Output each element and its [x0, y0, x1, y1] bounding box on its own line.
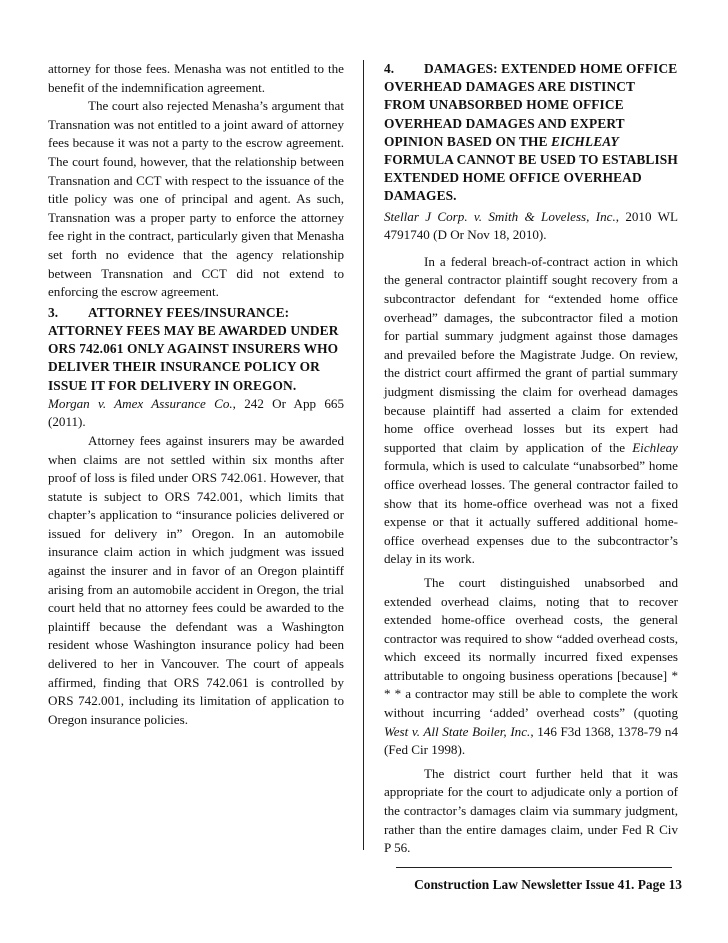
eichleay-italic: Eichleay	[632, 439, 678, 455]
left-column	[48, 60, 344, 729]
case-name-morgan: Morgan v. Amex Assurance Co.	[48, 395, 233, 411]
case-citation-morgan	[48, 395, 344, 432]
paragraph-court-distinguished-a: The court distinguished unabsorbed and extended overhead claims, noting that to recover extended home-office overhead costs, the general contractor was required to show “added overhead costs, which exceed its normally incurred fixed expenses attributable to ongoing business operations [because] * * * a contractor may still be able to complete the work without incurring ‘added’ overhead costs” (quoting	[384, 574, 678, 721]
section-3-heading	[48, 304, 344, 395]
case-citation-stellar	[384, 208, 678, 245]
footer-text: Construction Law Newsletter Issue 41. Page 13	[414, 877, 682, 892]
section-3-title: ATTORNEY FEES/INSURANCE: ATTORNEY FEES MAY BE AWARDED UNDER ORS 742.061 ONLY AGAINST INSURERS WHO DELIVER THEIR INSURANCE POLICY OR ISSUE IT FOR DELIVERY IN OREGON.	[48, 304, 339, 393]
continued-paragraph: attorney for those fees. Menasha was not entitled to the benefit of the indemnification agreement.	[48, 61, 344, 95]
paragraph-court-distinguished	[384, 574, 678, 760]
right-column	[384, 60, 678, 858]
section-4-number: 4.	[384, 61, 395, 76]
section-4-title-a: DAMAGES: EXTENDED HOME OFFICE OVERHEAD DAMAGES ARE DISTINCT FROM UNABSORBED HOME OFFICE OVERHEAD DAMAGES AND EXPERT OPINION BASED ON THE	[384, 61, 678, 149]
paragraph-court-rejected: The court also rejected Menasha’s argument that Transnation was not entitled to a joint award of attorney fees because it was not a party to the escrow agreement. The court found, however, that the relationship between Transnation and CCT with respect to the issuance of the title policy was one of principal and agent. As such, Transnation was a proper party to enforce the attorney fee right in the contract, particularly given that Menasha set forth no evidence that the agency relationship between Transnation and CCT did not extend to enforcing the escrow agreement.	[48, 98, 344, 300]
section-3-number: 3.	[48, 304, 59, 320]
column-divider	[363, 60, 364, 850]
paragraph-federal-action-a: In a federal breach-of-contract action in which the general contractor plaintiff sought recovery from a subcontractor defendant for “extended home office overhead” damages, the subcontractor filed a motion for partial summary judgment against those damages and prevailed before the Magistrate Judge. On review, the district court affirmed the grant of partial summary judgment dismissing the claim for overhead damages because plaintiff had asserted a claim for extended home office overhead losses but its expert had supported that claim by application of the	[384, 253, 678, 455]
section-4-title-italic: EICHLEAY	[551, 133, 619, 149]
paragraph-district-court: The district court further held that it was appropriate for the court to adjudicate only a portion of the contractor’s damages claim via summary judgment, rather than the entire damages claim, under Fed R Civ P 56.	[384, 765, 678, 856]
case-reporter-morgan: , 242 Or App 665 (2011).	[48, 395, 345, 430]
case-name-stellar: Stellar J Corp. v. Smith & Loveless, Inc.	[384, 208, 616, 224]
paragraph-attorney-fees: Attorney fees against insurers may be awarded when claims are not settled within six months after proof of loss is filed under ORS 742.061. However, that statute is subject to ORS 742.001, which limits that chapter’s application to “insurance policies delivered or issued for delivery in” Oregon. In an automobile insurance claim action in which judgment was issued against the insurer and in favor of an Oregon plaintiff arising from an automobile accident in Oregon, the trial court held that no attorney fees could be awarded to the plaintiff because the defendant was a Washington resident whose Washington insurance policy had been delivered to her in Vancouver. The court of appeals affirmed, finding that ORS 742.061 is controlled by ORS 742.001, including its limitation of application to Oregon insurance policies.	[48, 432, 344, 727]
footer-rule	[396, 867, 672, 868]
case-reporter-stellar: , 2010 WL 4791740 (D Or Nov 18, 2010).	[384, 208, 678, 243]
page-footer	[392, 867, 682, 893]
paragraph-court-distinguished-b: , 146 F3d 1368, 1378-79 n4 (Fed Cir 1998).	[384, 723, 678, 758]
section-4-title-b: FORMULA CANNOT BE USED TO ESTABLISH EXTENDED HOME OFFICE OVERHEAD DAMAGES.	[384, 152, 678, 204]
section-4-heading	[384, 60, 678, 206]
paragraph-federal-action-b: formula, which is used to calculate “unabsorbed” home office overhead losses. The general contractor failed to show that its home-office overhead was not a fixed expense or that it actually suffered additional home-office overhead expenses due to the subcontractor’s delay in its work.	[384, 458, 678, 567]
case-name-west: West v. All State Boiler, Inc.	[384, 723, 531, 739]
paragraph-federal-action	[384, 253, 678, 569]
